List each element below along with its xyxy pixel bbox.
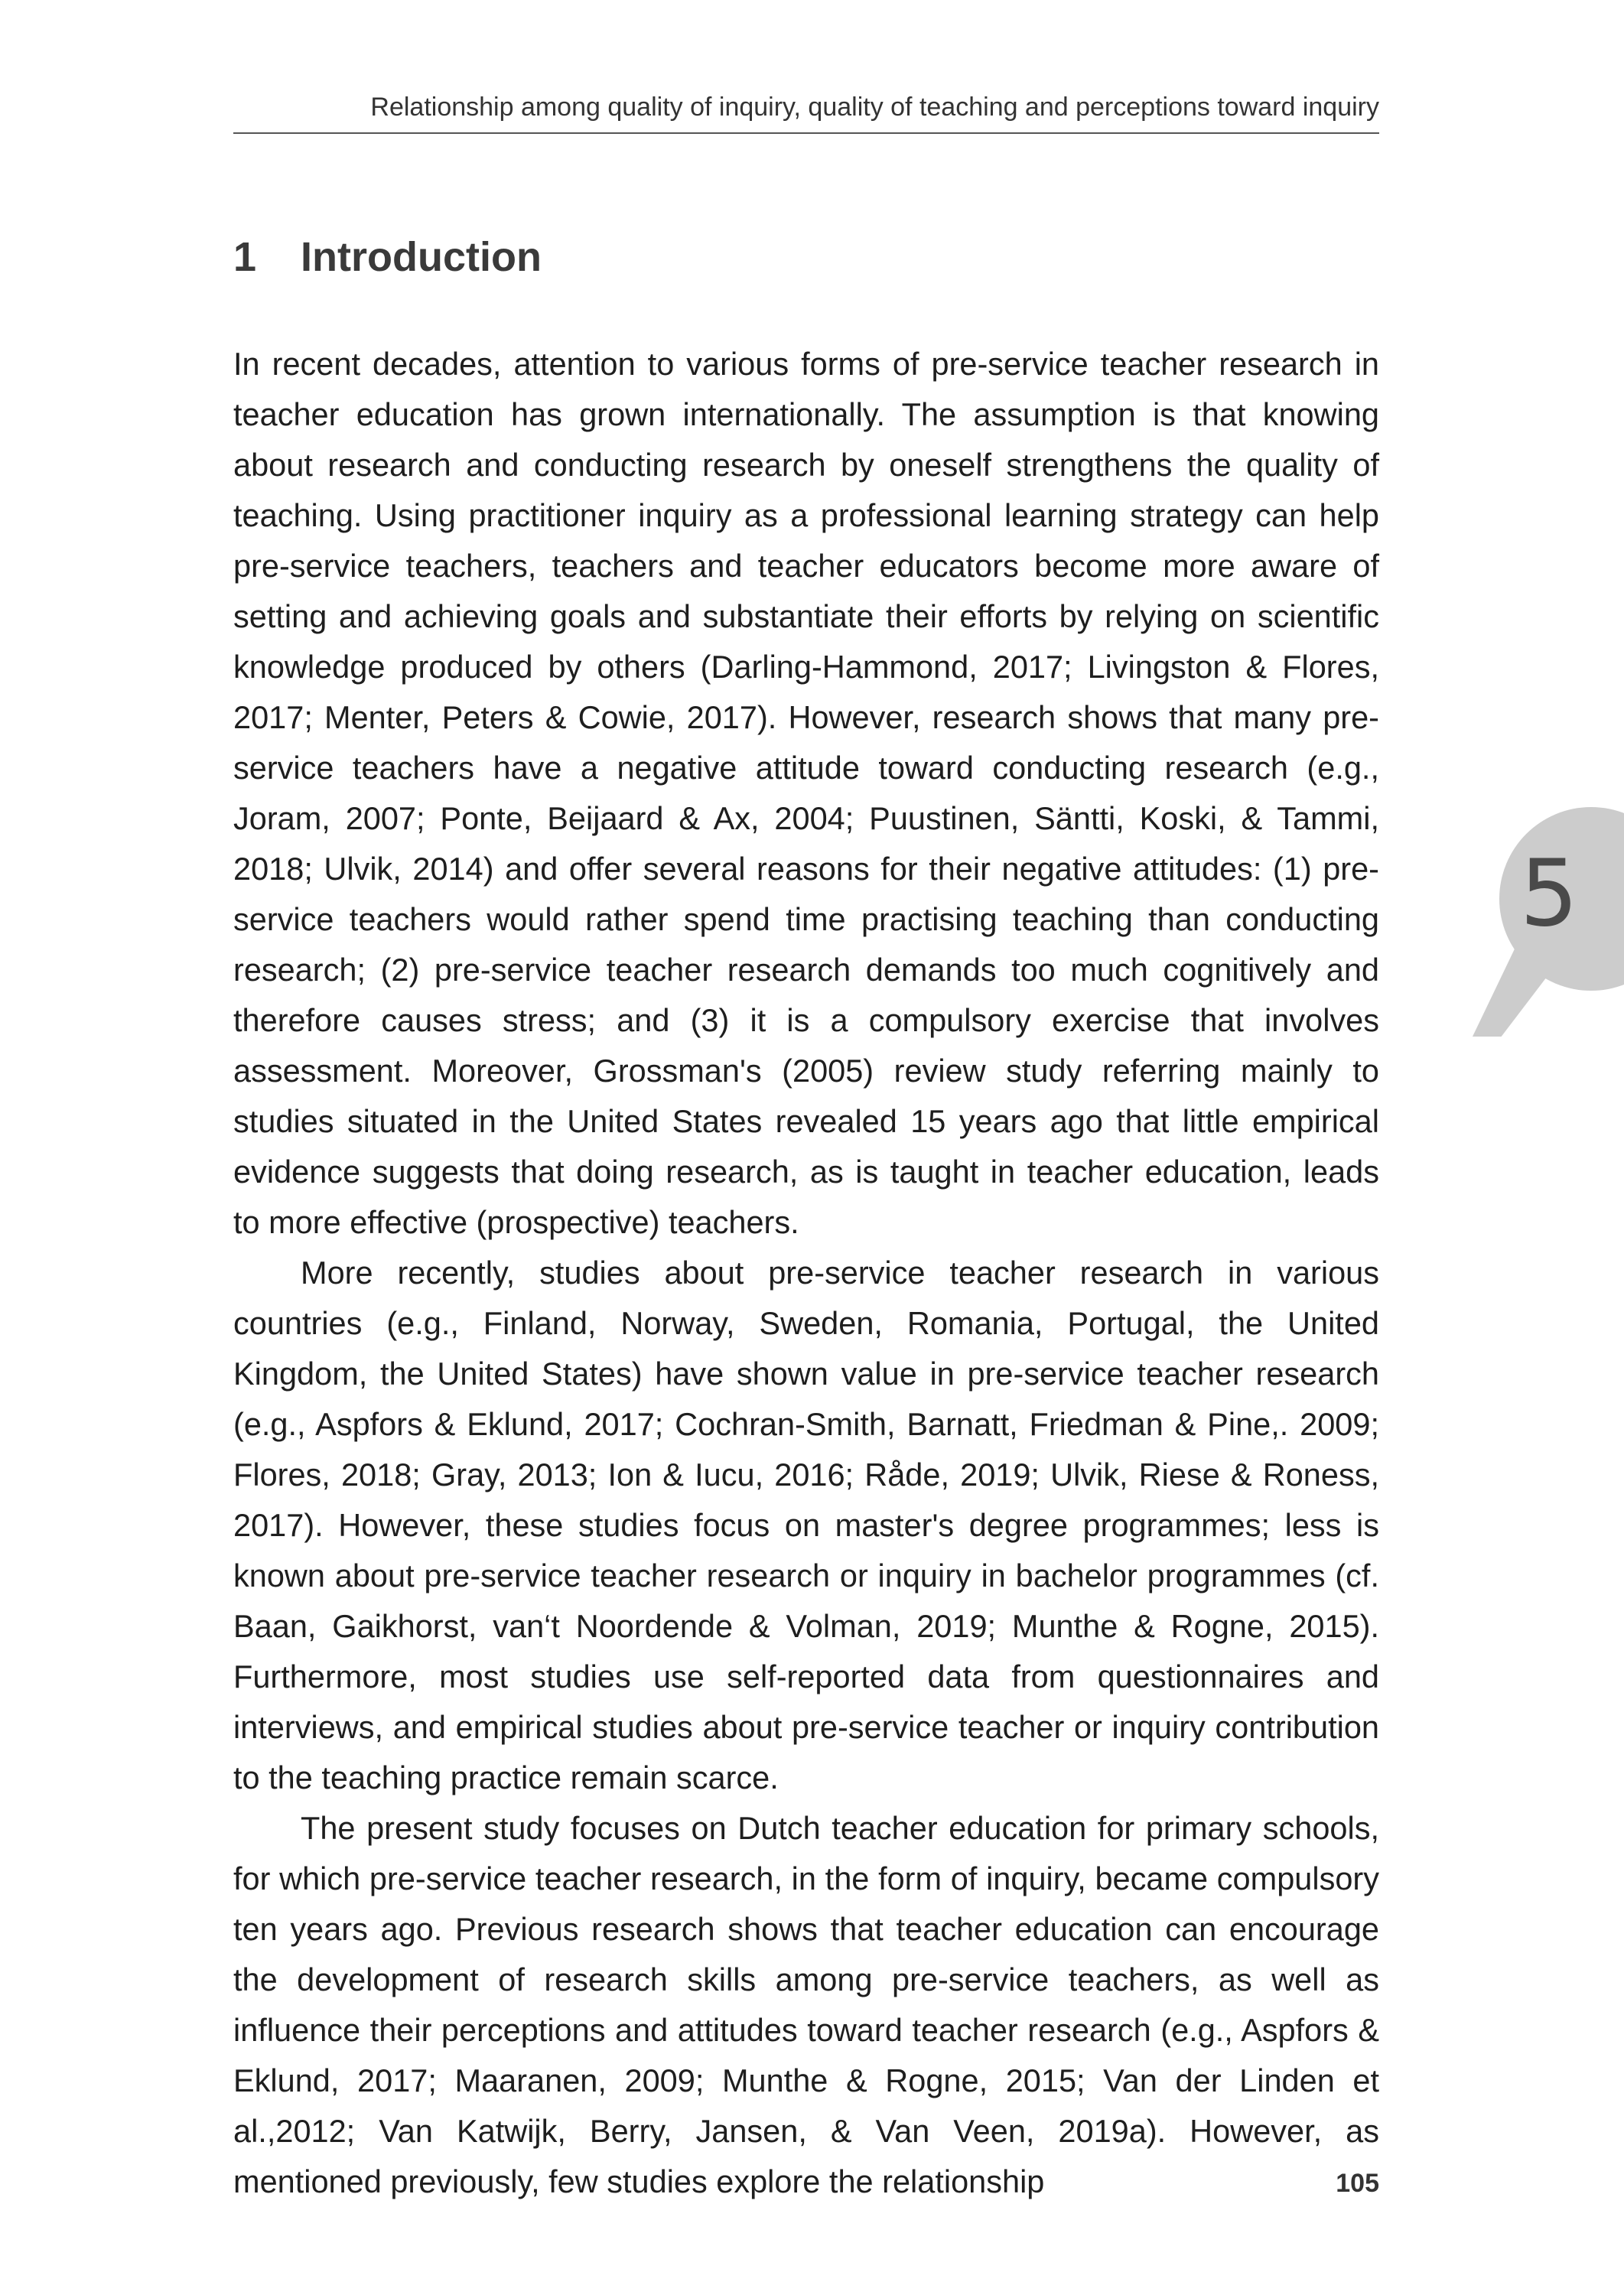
section-title: Introduction [301, 234, 542, 280]
paragraph-1: In recent decades, attention to various forms of pre-service teacher research in teacher education has grown internationally. The assumption is that knowing about research and conducting research by oneself strengthens the quality of teaching. Using practitioner inquiry as a professional learning strategy can help pre-service teachers, teachers and teacher educators become more aware of setting and achieving goals and substantiate their efforts by relying on scientific knowledge produced by others (Darling-Hammond, 2017; Livingston & Flores, 2017; Menter, Peters & Cowie, 2017). However, research shows that many pre-service teachers have a negative attitude toward conducting research (e.g., Joram, 2007; Ponte, Beijaard & Ax, 2004; Puustinen, Säntti, Koski, & Tammi, 2018; Ulvik, 2014) and offer several reasons for their negative attitudes: (1) pre-service teachers would rather spend time practising teaching than conducting research; (2) pre-service teacher research demands too much cognitively and therefore causes stress; and (3) it is a compulsory exercise that involves assessment. Moreover, Grossman's (2005) review study referring mainly to studies situated in the United States revealed 15 years ago that little empirical evidence suggests that doing research, as is taught in teacher education, leads to more effective (prospective) teachers. [233, 346, 1379, 1240]
body-text [233, 339, 1379, 2207]
page-number: 105 [1336, 2169, 1379, 2198]
paragraph-3: The present study focuses on Dutch teacher education for primary schools, for which pre-service teacher research, in the form of inquiry, became compulsory ten years ago. Previous research shows that teacher education can encourage the development of research skills among pre-service teachers, as well as influence their perceptions and attitudes toward teacher research (e.g., Aspfors & Eklund, 2017; Maaranen, 2009; Munthe & Rogne, 2015; Van der Linden et al.,2012; Van Katwijk, Berry, Jansen, & Van Veen, 2019a). However, as mentioned previously, few studies explore the relationship [233, 1810, 1379, 2199]
chapter-number: 5 [1519, 841, 1579, 948]
paragraph-2: More recently, studies about pre-service teacher research in various countries (e.g., Finland, Norway, Sweden, Romania, Portugal, the United Kingdom, the United States) have shown value in pre-service teacher research (e.g., Aspfors & Eklund, 2017; Cochran-Smith, Barnatt, Friedman & Pine,. 2009; Flores, 2018; Gray, 2013; Ion & Iucu, 2016; Råde, 2019; Ulvik, Riese & Roness, 2017). However, these studies focus on master's degree programmes; less is known about pre-service teacher research or inquiry in bachelor programmes (cf. Baan, Gaikhorst, van‘t Noordende & Volman, 2019; Munthe & Rogne, 2015). Furthermore, most studies use self-reported data from questionnaires and interviews, and empirical studies about pre-service teacher or inquiry contribution to the teaching practice remain scarce. [233, 1255, 1379, 1795]
header-rule [233, 132, 1379, 134]
section-heading [233, 230, 542, 285]
chapter-tab [1473, 807, 1624, 1037]
running-header: Relationship among quality of inquiry, quality of teaching and perceptions toward inquiry [370, 93, 1379, 122]
section-number: 1 [233, 234, 257, 280]
